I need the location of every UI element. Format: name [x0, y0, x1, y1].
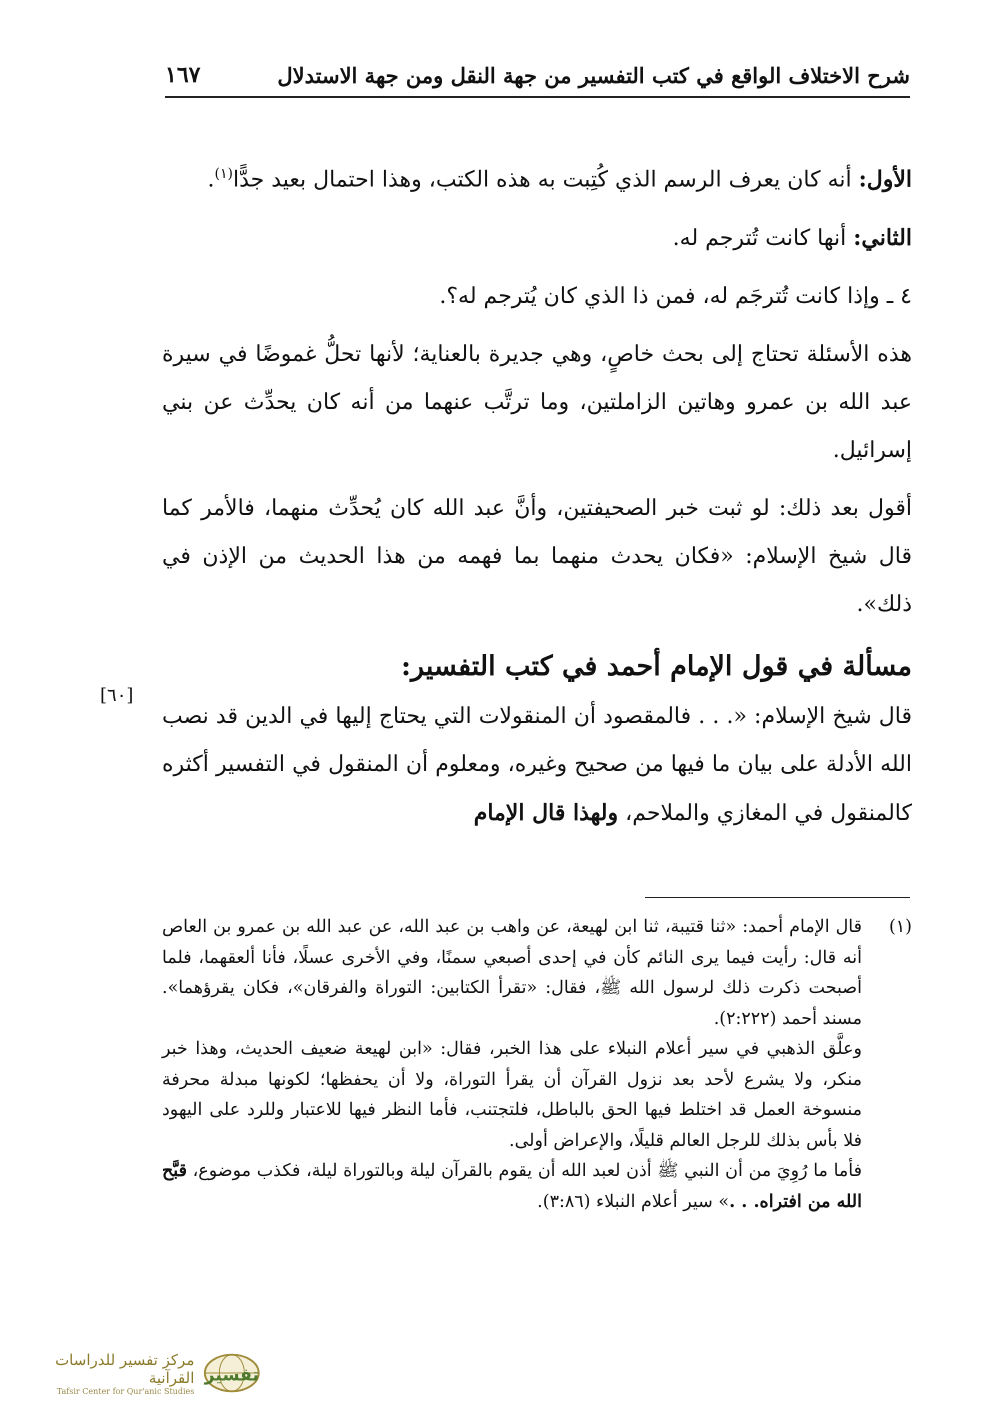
center-logo: [12, 1348, 262, 1398]
paragraph-question-4: ٤ ـ وإذا كانت تُترجَم له، فمن ذا الذي كان يُترجم له؟.: [439, 284, 912, 310]
label-first: الأول:: [858, 166, 912, 193]
paragraph-first: [162, 150, 912, 204]
paragraph-conclusion: أقول بعد ذلك: لو ثبت خبر الصحيفتين، وأنَّ عبد الله كان يُحدِّث منهما، فالأمر كما قال شيخ الإسلام: «فكان يحدث منهما بما فهمه من هذا الحديث من الإذن في ذلك».: [162, 496, 912, 618]
paragraph-quote-bold: ولهذا قال الإمام: [473, 800, 619, 827]
footnote-bold: قبَّح الله من افتراه. . .: [162, 1161, 862, 1212]
footnote-para: قال الإمام أحمد: «ثنا قتيبة، ثنا ابن لهيعة، عن واهب بن عبد الله، عن عبد الله بن عمرو بن العاص أنه قال: رأيت فيما يرى النائم كأن في إحدى أصبعي سمنًا، وفي الأخرى عسلًا، فأنا ألعقهما، فلما أصبحت ذكرت ذلك لرسول الله ﷺ، فقال: «تقرأ الكتابين: التوراة والفرقان»، فكان يقرؤهما». مسند أحمد (٢:٢٢٢).: [162, 917, 862, 1029]
footnote-text: فأما ما رُوِيَ من أن النبي ﷺ أذن لعبد الله أن يقوم بالقرآن ليلة وبالتوراة ليلة، فكذب موضوع،: [186, 1161, 862, 1181]
section-title: مسألة في قول الإمام أحمد في كتب التفسير:: [401, 651, 912, 683]
logo-subtitle: Tafsir Center for Qur'anic Studies: [56, 1386, 195, 1396]
paragraph-questions-note: هذه الأسئلة تحتاج إلى بحث خاصٍ، وهي جديرة بالعناية؛ لأنها تحلُّ غموضًا في سيرة عبد الله بن عمرو وهاتين الزاملتين، وما ترتَّب عنهما من أنه كان يحدِّث عن بني إسرائيل.: [162, 342, 912, 464]
section-marker: [٦٠]: [100, 685, 134, 706]
footnote-divider: [645, 897, 910, 898]
footnote-text: » سير أعلام النبلاء (٣:٨٦).: [537, 1191, 730, 1212]
paragraph-quote: [162, 693, 912, 838]
main-text: [162, 150, 912, 848]
footnotes: [162, 912, 912, 1217]
running-title: شرح الاختلاف الواقع في كتب التفسير من جهة النقل ومن جهة الاستدلال: [277, 63, 910, 88]
footnote-para: [162, 1156, 862, 1217]
paragraph-first-end: .: [207, 167, 215, 193]
paragraph-first-text: أنه كان يعرف الرسم الذي كُتِبت به هذه الكتب، وهذا احتمال بعيد جدًّا: [232, 167, 859, 193]
page-number: ١٦٧: [165, 62, 201, 88]
logo-title: مركز تفسير للدراسات القرآنية: [55, 1350, 195, 1387]
footnote-ref: (١): [214, 166, 233, 182]
logo-emblem-text: تفسير: [204, 1365, 260, 1386]
paragraph-second: [162, 214, 912, 263]
paragraph-quote-text: قال شيخ الإسلام: «. . . فالمقصود أن المنقولات التي يحتاج إليها في الدين قد نصب الله الأدلة على بيان ما فيها من صحيح وغيره، ومعلوم أن المنقول في التفسير أكثره كالمنقول في المغازي والملاحم،: [162, 704, 912, 827]
globe-emblem-icon: [202, 1351, 262, 1395]
label-second: الثاني:: [853, 225, 912, 252]
footnote-1: [162, 912, 912, 1217]
footnote-body: [162, 912, 862, 1217]
footnote-para: وعلَّق الذهبي في سير أعلام النبلاء على هذا الخبر، فقال: «ابن لهيعة ضعيف الحديث، وهذا خبر منكر، ولا يشرع لأحد بعد نزول القرآن أن يقرأ التوراة، ولا أن يحفظها؛ لكونها مبدلة محرفة منسوخة العمل قد اختلط فيها الحق بالباطل، فلتجتنب، فأما النظر فيها للاعتبار وللرد على اليهود فلا بأس بذلك للرجل العالم قليلًا، والإعراض أولى.: [162, 1039, 862, 1151]
page-header: [165, 62, 910, 98]
paragraph-second-text: أنها كانت تُترجم له.: [672, 226, 854, 252]
footnote-number: (١): [888, 917, 912, 937]
logo-wordmark: [12, 1351, 194, 1396]
